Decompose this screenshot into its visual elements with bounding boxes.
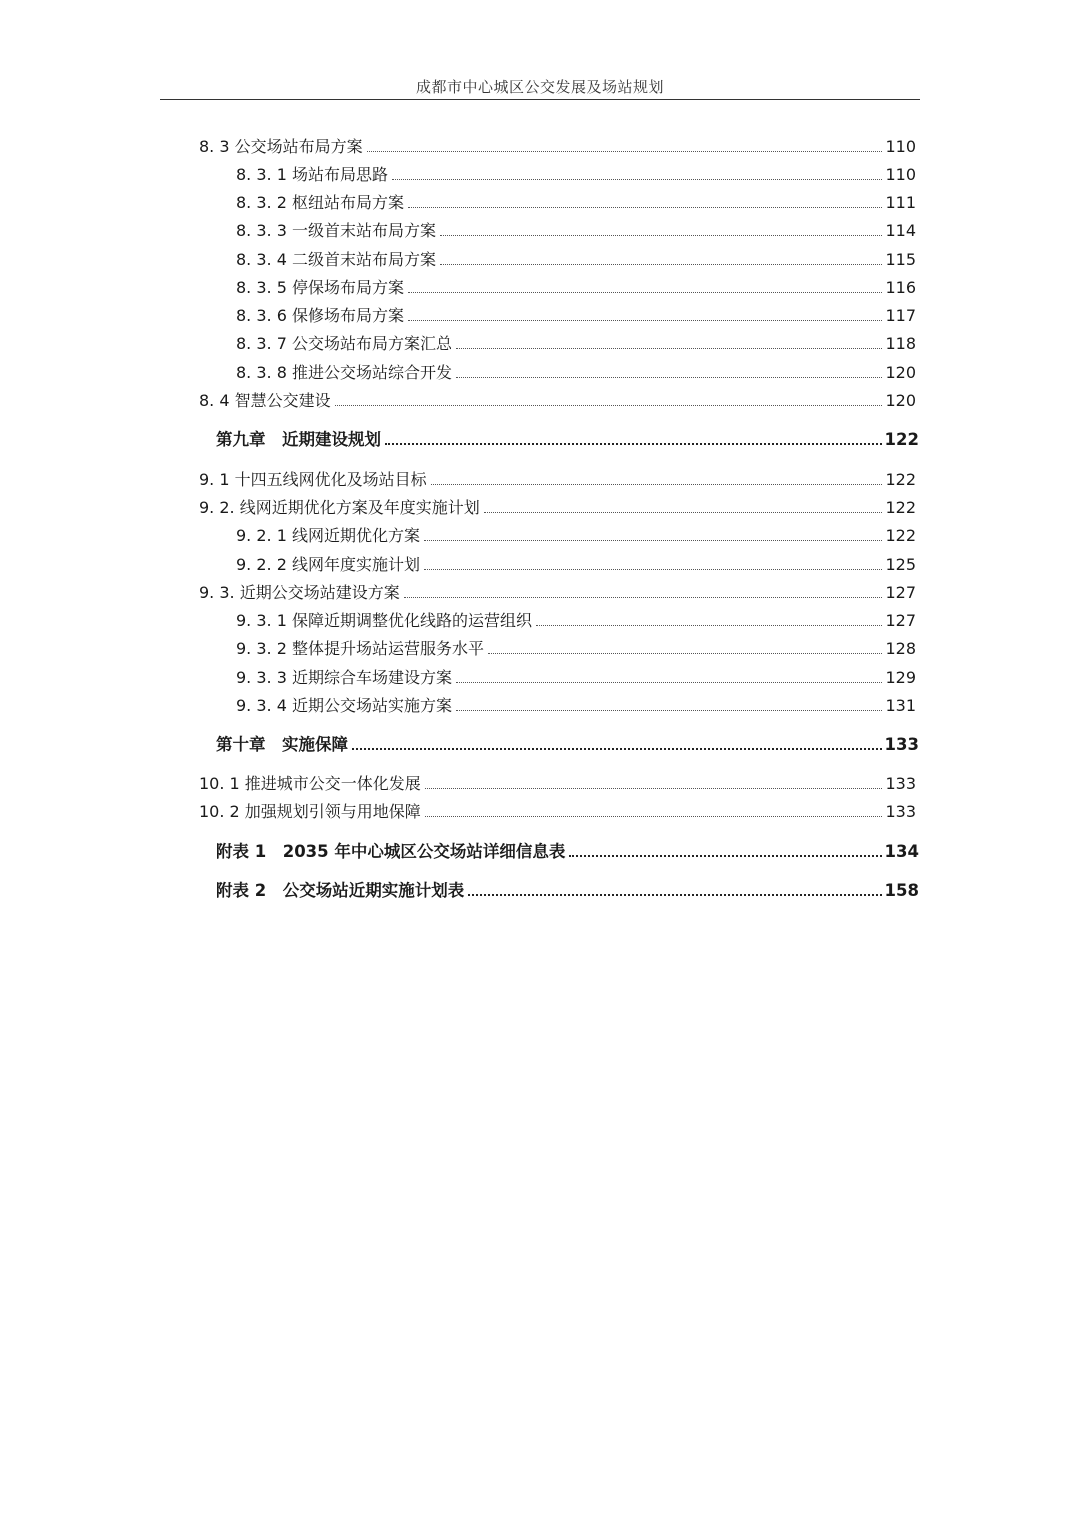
toc-entry-label: 9. 1 十四五线网优化及场站目标 — [199, 470, 427, 489]
toc-leader-dots — [392, 179, 882, 180]
toc-entry-8-3[interactable] — [199, 133, 916, 157]
toc-entry-label: 8. 3. 6 保修场布局方案 — [236, 306, 404, 325]
toc-leader-dots — [424, 540, 882, 541]
toc-page-number: 129 — [885, 668, 916, 687]
toc-leader-dots — [425, 788, 883, 789]
toc-entry-9-3-2[interactable] — [236, 635, 916, 659]
toc-entry-label: 9. 3. 2 整体提升场站运营服务水平 — [236, 639, 484, 658]
toc-page-number: 118 — [885, 334, 916, 353]
toc-leader-dots — [456, 348, 882, 349]
toc-page-number: 120 — [885, 363, 916, 382]
toc-entry-label: 9. 2. 线网近期优化方案及年度实施计划 — [199, 498, 480, 517]
toc-entry-label: 8. 3. 5 停保场布局方案 — [236, 278, 404, 297]
toc-entry-8-3-8[interactable] — [236, 359, 916, 383]
toc-leader-dots — [456, 377, 882, 378]
toc-page-number: 134 — [884, 842, 919, 861]
toc-entry-label: 9. 2. 2 线网年度实施计划 — [236, 555, 420, 574]
toc-entry-8-4[interactable] — [199, 387, 916, 411]
toc-chapter-10[interactable] — [216, 731, 919, 755]
toc-entry-8-3-2[interactable] — [236, 189, 916, 213]
toc-page-number: 127 — [885, 611, 916, 630]
toc-leader-dots — [536, 625, 882, 626]
toc-leader-dots — [488, 653, 882, 654]
toc-entry-label: 10. 2 加强规划引领与用地保障 — [199, 802, 421, 821]
toc-entry-label: 第十章 实施保障 — [216, 735, 348, 754]
toc-leader-dots — [385, 443, 882, 445]
toc-entry-label: 8. 3. 7 公交场站布局方案汇总 — [236, 334, 452, 353]
toc-leader-dots — [456, 710, 882, 711]
toc-entry-label: 8. 3. 8 推进公交场站综合开发 — [236, 363, 452, 382]
toc-leader-dots — [408, 292, 882, 293]
toc-chapter-9[interactable] — [216, 426, 919, 450]
toc-page-number: 133 — [885, 802, 916, 821]
toc-entry-9-2-2[interactable] — [236, 551, 916, 575]
toc-page-number: 117 — [885, 306, 916, 325]
toc-page-number: 114 — [885, 221, 916, 240]
toc-entry-label: 9. 3. 3 近期综合车场建设方案 — [236, 668, 452, 687]
toc-page-number: 111 — [885, 193, 916, 212]
page-header-title: 成都市中心城区公交发展及场站规划 — [415, 78, 664, 96]
toc-entry-9-3-4[interactable] — [236, 692, 916, 716]
toc-page-number: 122 — [885, 526, 916, 545]
toc-entry-label: 8. 3. 1 场站布局思路 — [236, 165, 388, 184]
toc-leader-dots — [431, 484, 883, 485]
toc-page-number: 127 — [885, 583, 916, 602]
toc-entry-label: 9. 2. 1 线网近期优化方案 — [236, 526, 420, 545]
toc-entry-label: 第九章 近期建设规划 — [216, 430, 381, 449]
toc-entry-label: 8. 3. 3 一级首末站布局方案 — [236, 221, 436, 240]
toc-entry-label: 8. 3. 2 枢纽站布局方案 — [236, 193, 404, 212]
toc-leader-dots — [367, 151, 883, 152]
toc-page-number: 116 — [885, 278, 916, 297]
toc-entry-10-1[interactable] — [199, 770, 916, 794]
toc-leader-dots — [440, 235, 882, 236]
toc-leader-dots — [424, 569, 882, 570]
toc-entry-8-3-1[interactable] — [236, 161, 916, 185]
toc-entry-9-2[interactable] — [199, 494, 916, 518]
toc-entry-9-3-3[interactable] — [236, 664, 916, 688]
toc-leader-dots — [425, 816, 883, 817]
toc-page-number: 110 — [885, 165, 916, 184]
toc-leader-dots — [352, 748, 882, 750]
toc-leader-dots — [569, 855, 881, 857]
toc-entry-label: 8. 4 智慧公交建设 — [199, 391, 331, 410]
toc-entry-8-3-3[interactable] — [236, 217, 916, 241]
toc-entry-8-3-7[interactable] — [236, 330, 916, 354]
toc-page-number: 120 — [885, 391, 916, 410]
toc-leader-dots — [404, 597, 883, 598]
toc-page-number: 128 — [885, 639, 916, 658]
toc-page-number: 122 — [885, 498, 916, 517]
toc-page-number: 115 — [885, 250, 916, 269]
toc-page-number: 133 — [885, 774, 916, 793]
toc-page-number: 110 — [885, 137, 916, 156]
toc-entry-8-3-4[interactable] — [236, 246, 916, 270]
toc-entry-label: 9. 3. 4 近期公交场站实施方案 — [236, 696, 452, 715]
toc-entry-8-3-5[interactable] — [236, 274, 916, 298]
toc-page-number: 131 — [885, 696, 916, 715]
toc-leader-dots — [408, 207, 882, 208]
toc-entry-8-3-6[interactable] — [236, 302, 916, 326]
toc-page-number: 158 — [884, 881, 919, 900]
toc-entry-9-3[interactable] — [199, 579, 916, 603]
toc-leader-dots — [468, 894, 881, 896]
toc-leader-dots — [484, 512, 883, 513]
toc-entry-label: 附表 2 公交场站近期实施计划表 — [216, 881, 465, 900]
toc-entry-label: 9. 3. 近期公交场站建设方案 — [199, 583, 400, 602]
toc-page-number: 125 — [885, 555, 916, 574]
toc-entry-label: 8. 3 公交场站布局方案 — [199, 137, 363, 156]
toc-page-number: 133 — [884, 735, 919, 754]
toc-appendix-1[interactable] — [216, 838, 919, 862]
toc-entry-label: 10. 1 推进城市公交一体化发展 — [199, 774, 421, 793]
toc-entry-label: 附表 1 2035 年中心城区公交场站详细信息表 — [216, 842, 566, 861]
toc-entry-9-3-1[interactable] — [236, 607, 916, 631]
toc-entry-label: 9. 3. 1 保障近期调整优化线路的运营组织 — [236, 611, 532, 630]
toc-leader-dots — [335, 405, 883, 406]
toc-appendix-2[interactable] — [216, 877, 919, 901]
toc-entry-label: 8. 3. 4 二级首末站布局方案 — [236, 250, 436, 269]
toc-entry-10-2[interactable] — [199, 798, 916, 822]
toc-page-number: 122 — [885, 470, 916, 489]
toc-entry-9-2-1[interactable] — [236, 522, 916, 546]
toc-entry-9-1[interactable] — [199, 466, 916, 490]
toc-page-number: 122 — [884, 430, 919, 449]
toc-leader-dots — [408, 320, 882, 321]
toc-leader-dots — [456, 682, 882, 683]
toc-leader-dots — [440, 264, 882, 265]
header-divider — [160, 99, 920, 100]
